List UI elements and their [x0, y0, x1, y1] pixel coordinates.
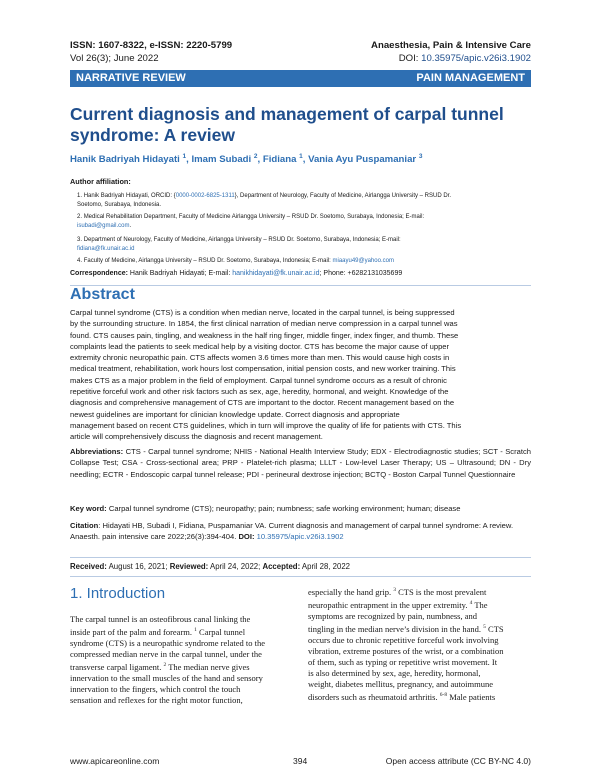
- correspondence-email[interactable]: hanikhidayati@fk.unair.ac.id: [232, 270, 320, 277]
- affiliation-heading: Author affiliation:: [70, 177, 131, 186]
- body-line: The carpal tunnel is an osteofibrous canal linking the: [70, 614, 251, 624]
- affiliation-text: Faculty of Medicine, Airlangga University – RSUD Dr. Soetomo, Surabaya, Indonesia; E-mail:: [83, 258, 331, 264]
- title-line: Current diagnosis and management of carpal tunnel: [70, 104, 504, 124]
- affiliation-text: Hanik Badriyah Hidayati, ORCID: {: [83, 193, 176, 199]
- author-name: Imam Subadi: [191, 154, 252, 166]
- reviewed-label: Reviewed:: [169, 562, 209, 571]
- abbreviations: [70, 446, 531, 480]
- footer-website[interactable]: www.apicareonline.com: [70, 756, 160, 766]
- reviewed-date: April 24, 2022;: [208, 562, 263, 571]
- correspondence-text: ; Phone: +6282131035699: [319, 270, 403, 277]
- abstract-line: by the surrounding structure. In 1854, the first clinical narration of median nerve compression in a carpal tunnel was: [70, 319, 458, 329]
- body-line: is also determined by sex, age, heredity, hormonal,: [308, 668, 481, 679]
- intro-column-right: [308, 585, 531, 703]
- abstract-line: newest guidelines are important for clinician knowledge update. Correct diagnosis and appropriate: [70, 409, 400, 419]
- author-sup: 1: [182, 153, 187, 160]
- abstract-line: diagnosis and comprehensive management of CTS are important to the doctor. Recent management based on the: [70, 398, 455, 408]
- body-line: weight, diabetes mellitus, pregnancy, and autoimmune: [308, 679, 493, 690]
- email-link[interactable]: miaayu49@yahoo.com: [332, 258, 394, 264]
- abstract-line: found. CTS causes pain, tingling, and weakness in the half ring finger, middle finger, index finger, and thumb. These: [70, 330, 459, 340]
- volume-label: Vol 26(3); June 2022: [70, 53, 159, 64]
- affiliation-item: [77, 213, 532, 231]
- affiliation-text: Soetomo, Surabaya, Indonesia.: [77, 202, 162, 208]
- citation-label: Citation: [70, 521, 99, 530]
- body-line: inside part of the palm and forearm. $^1$ Carpal tunnel: [70, 626, 246, 637]
- citation: [70, 520, 531, 543]
- footer-license: Open access attribute (CC BY-NC 4.0): [385, 756, 531, 766]
- email-link[interactable]: fidiana@fk.unair.ac.id: [77, 246, 135, 252]
- abstract-line: management based on recent CTS guidelines, which in turn will improve the quality of life for patients with CTS. This: [70, 420, 462, 430]
- title-line: syndrome: A review: [70, 125, 236, 145]
- abstract-line: medical treatment, rehabilitation, work hours lost compensation, initial pension costs, and new worker training. This: [70, 364, 456, 374]
- body-line: disorders such as rheumatoid arthritis. $^{6-8}$ Male patients: [308, 692, 496, 703]
- author-name: Vania Ayu Puspamaniar: [308, 154, 417, 166]
- body-line: sensation and reflexes for the right motor function,: [70, 695, 243, 706]
- page-number: 394: [293, 756, 308, 766]
- journal-name: Anaesthesia, Pain & Intensive Care: [371, 40, 531, 51]
- accepted-date: April 28, 2022: [300, 562, 351, 571]
- citation-doi-label: DOI:: [238, 532, 255, 542]
- abstract-body: [70, 307, 531, 443]
- abstract-heading: Abstract: [70, 286, 135, 303]
- received-date: August 16, 2021;: [106, 562, 170, 571]
- body-line: innervation to the fingers, which control the touch: [70, 684, 241, 695]
- correspondence-label: Correspondence:: [70, 270, 128, 277]
- body-line: compressed median nerve in the carpal tunnel, under the: [70, 649, 262, 660]
- received-label: Received:: [70, 562, 107, 571]
- abstract-line: complaints lead the patients to seek medical help by a visiting doctor. CTS has become the major cause of upper: [70, 341, 450, 351]
- body-line: vibration, extreme postures of the wrist, or a combination: [308, 645, 504, 656]
- affiliation-item: [77, 236, 532, 254]
- body-line: symptoms are recognized by pain, numbness, and: [308, 610, 478, 621]
- abstract-line: makes CTS as a major problem in the field of employment. Carpal tunnel syndrome occurs as a result of chronic: [70, 375, 447, 385]
- dates-divider-top: [70, 557, 531, 558]
- affiliation-number: 1.: [77, 193, 83, 199]
- orcid-link[interactable]: 0000-0002-6825-1311: [175, 193, 235, 199]
- affiliation-item: [77, 257, 532, 266]
- affiliation-number: 3.: [77, 237, 83, 243]
- abstract-line: extremity chronic neuropathic pain. CTS affects women 3.6 times more than men. This would cause high costs in: [70, 353, 450, 363]
- affiliation-text: .: [129, 223, 132, 229]
- body-line: transverse carpal ligament. $^2$ The median nerve gives: [70, 662, 250, 673]
- introduction-heading: 1. Introduction: [70, 585, 166, 602]
- author-sup: 3: [418, 153, 423, 160]
- body-line: occurs due to chronic repetitive forceful work involving: [308, 634, 499, 645]
- citation-doi-link[interactable]: 10.35975/apic.v26i3.1902: [254, 532, 344, 542]
- author-sup: 1: [299, 153, 303, 160]
- keywords-label: Key word:: [70, 504, 107, 513]
- body-line: tingling in the median nerve’s division in the hand. $^5$ CTS: [308, 623, 504, 634]
- accepted-label: Accepted:: [262, 562, 301, 571]
- correspondence: [70, 270, 540, 277]
- keywords: [70, 503, 531, 514]
- body-line: especially the hand grip. $^3$ CTS is the most prevalent: [308, 586, 487, 597]
- email-link[interactable]: isubadi@gmail.com: [77, 223, 130, 229]
- doi-link[interactable]: 10.35975/apic.v26i3.1902: [421, 53, 531, 64]
- issn-label: ISSN: 1607-8322, e-ISSN: 2220-5799: [70, 40, 233, 51]
- affiliation-item: [77, 192, 532, 210]
- abstract-line: Carpal tunnel syndrome (CTS) is a condition when median nerve, located in the carpal tunnel, is being suppressed: [70, 308, 455, 317]
- abbreviations-label: Abbreviations:: [70, 447, 124, 456]
- banner-article-type: NARRATIVE REVIEW: [76, 72, 186, 84]
- dates-divider-bottom: [70, 576, 531, 577]
- correspondence-text: Hanik Badriyah Hidayati; E-mail:: [127, 270, 233, 277]
- affiliation-text: Department of Neurology, Faculty of Medicine, Airlangga University – RSUD Dr. Soetomo, Surabaya, Indonesia; E-mail:: [83, 237, 401, 243]
- affiliation-number: 4.: [77, 258, 83, 264]
- author-list: Hanik Badriyah Hidayati $^1$, Imam Subadi $^2$, Fidiana $^1$, Vania Ayu Puspamaniar $^3$: [70, 153, 423, 166]
- body-line: innervation to the small muscles of the hand and sensory: [70, 673, 263, 684]
- abstract-line: article will comprehensively discuss the diagnosis and recent management.: [70, 432, 323, 442]
- article-title: [70, 104, 540, 146]
- category-banner: [70, 70, 531, 87]
- banner-section: PAIN MANAGEMENT: [416, 72, 525, 84]
- affiliation-number: 2.: [77, 214, 83, 220]
- affiliation-text: Medical Rehabilitation Department, Faculty of Medicine Airlangga University – RSUD Dr. Soetomo, Surabaya, Indonesia; E-mail:: [83, 214, 425, 220]
- body-line: neuropathic entrapment in the upper extremity. $^4$ The: [308, 599, 488, 610]
- author-name: Hanik Badriyah Hidayati: [70, 154, 180, 166]
- abstract-divider: [70, 285, 531, 286]
- author-sup: 2: [253, 153, 258, 160]
- keywords-text: Carpal tunnel syndrome (CTS); neuropathy; pain; numbness; safe working environment; human; disease: [106, 504, 461, 513]
- intro-column-left: [70, 614, 292, 706]
- abstract-line: repetitive forceful work and other risk factors such as sex, age, heredity, hormonal, and weight. Knowledge of the: [70, 387, 449, 397]
- body-line: syndrome (CTS) is a neuropathic syndrome related to the: [70, 638, 265, 649]
- doi-label: DOI:: [398, 53, 422, 64]
- citation-text: : Hidayati HB, Subadi I, Fidiana, Puspamaniar VA. Current diagnosis and management of carpal tunnel syndrome: A review. Anaesth. pain intensive care 2022;26(3):394-404.: [70, 521, 514, 542]
- article-dates: [70, 562, 350, 571]
- body-line: of them, such as typing or repetitive wrist movement. It: [308, 657, 498, 668]
- abbreviations-text: CTS - Carpal tunnel syndrome; NHIS - National Health Interview Study; EDX - Electrodiagnostic studies; SCT - Scratch Collapse Test; CSA - Cross-sectional area; PRP - Platelet-rich plasma; LLLT - Low-level Laser Therapy; US – Ultrasound; DN - Dry needling; ECTR - Endoscopic carpal tunnel release; PDI - perineural dextrose injection; BCTQ - Boston Carpal Tunnel Questionnaire: [70, 447, 531, 479]
- author-name: Fidiana: [262, 154, 297, 166]
- affiliation-text: }, Department of Neurology, Faculty of Medicine, Airlangga University – RSUD Dr.: [234, 193, 452, 199]
- header-doi: [399, 53, 531, 64]
